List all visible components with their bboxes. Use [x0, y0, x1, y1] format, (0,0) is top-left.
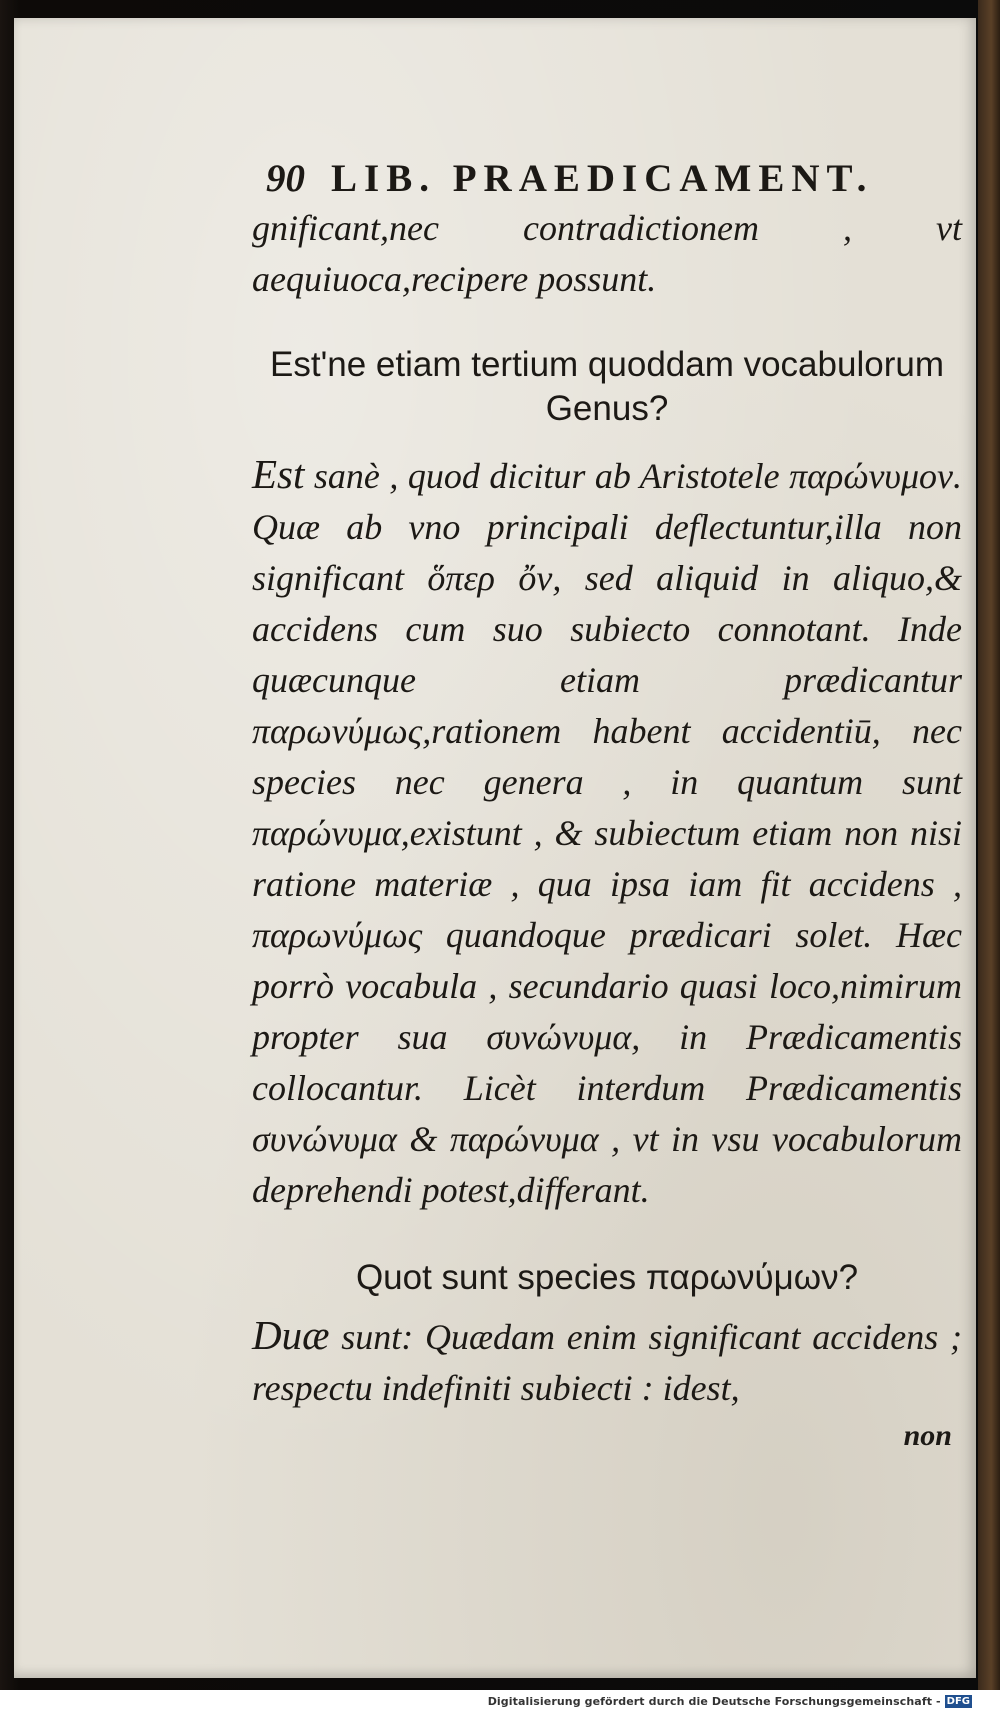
answer-paragraph-2 — [252, 1310, 962, 1414]
book-spine-edge — [978, 0, 1000, 1700]
continued-paragraph: gnificant,nec contradictionem , vt aequiuoca,recipere possunt. — [252, 208, 962, 299]
book-page — [14, 18, 976, 1678]
answer-1-text: sanè , quod dicitur ab Aristotele παρώνυμον. Quæ ab vno principali deflectuntur,illa non significant ὅπερ ὄν, sed aliquid in aliquo,& accidens cum suo subiecto connotant. Inde quæcunque etiam prædicantur παρωνύμως,rationem habent accidentiū, nec species nec genera , in quantum sunt παρώνυμα,existunt , & subiectum etiam non nisi ratione materiæ , qua ipsa iam fit accidens , παρωνύμως quandoque prædicari solet. Hæc porrò vocabula , secundario quasi loco,nimirum propter sua συνώνυμα, in Prædicamentis collocantur. Licèt interdum Prædicamentis συνώνυμα & παρώνυμα , vt in vsu vocabulorum deprehendi potest,differant. — [252, 456, 962, 1210]
dfg-logo: DFG — [946, 1695, 970, 1707]
question-heading-2: Quot sunt species παρωνύμων? — [355, 1258, 859, 1297]
catchword: non — [903, 1419, 952, 1452]
digitization-footer — [0, 1690, 1000, 1712]
funding-credit: Digitalisierung gefördert durch die Deutsche Forschungsgemeinschaft - — [487, 1694, 941, 1708]
answer-2-text: sunt: Quædam enim significant accidens ; respectu indefiniti subiecti : idest, — [252, 1317, 962, 1408]
text-block — [252, 156, 962, 1454]
answer-paragraph-1 — [252, 449, 962, 1216]
running-title: LIB. PRAEDICAMENT. — [331, 157, 874, 200]
answer-2-first-word: Duæ — [252, 1312, 330, 1358]
page-number: 90 — [266, 157, 305, 200]
answer-1-first-word: Est — [252, 451, 305, 497]
running-head — [266, 156, 962, 201]
question-heading-1: Est'ne etiam tertium quoddam vocabulorum Genus? — [270, 345, 944, 428]
